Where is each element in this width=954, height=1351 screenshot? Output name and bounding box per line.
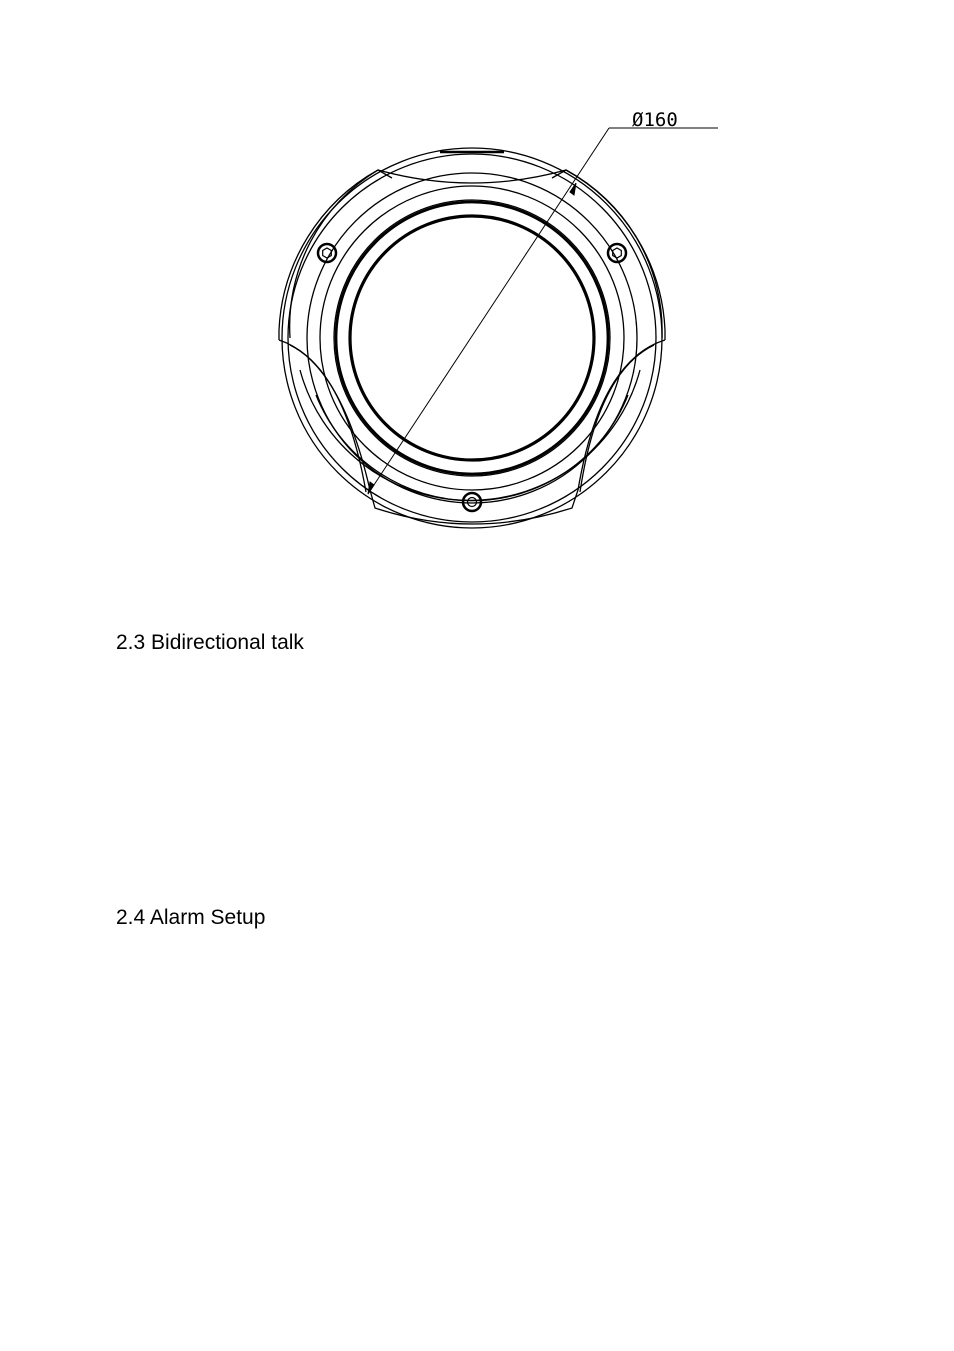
technical-drawing-svg (270, 95, 730, 555)
outer-ring (282, 148, 662, 528)
top-cap-curve (378, 170, 566, 183)
diameter-label: Ø160 (632, 109, 678, 131)
outer-ring-inner (288, 154, 656, 522)
lens-bezel-ring (336, 202, 608, 474)
section-heading-alarm-setup: 2.4 Alarm Setup (116, 906, 266, 929)
screw-bottom (463, 493, 481, 511)
dome-camera-drawing (270, 95, 730, 555)
lens-window-ring (350, 216, 594, 460)
mid-ring-2 (320, 186, 624, 490)
screw-bottom-head (468, 498, 477, 507)
section-heading-bidirectional-talk: 2.3 Bidirectional talk (116, 631, 304, 654)
